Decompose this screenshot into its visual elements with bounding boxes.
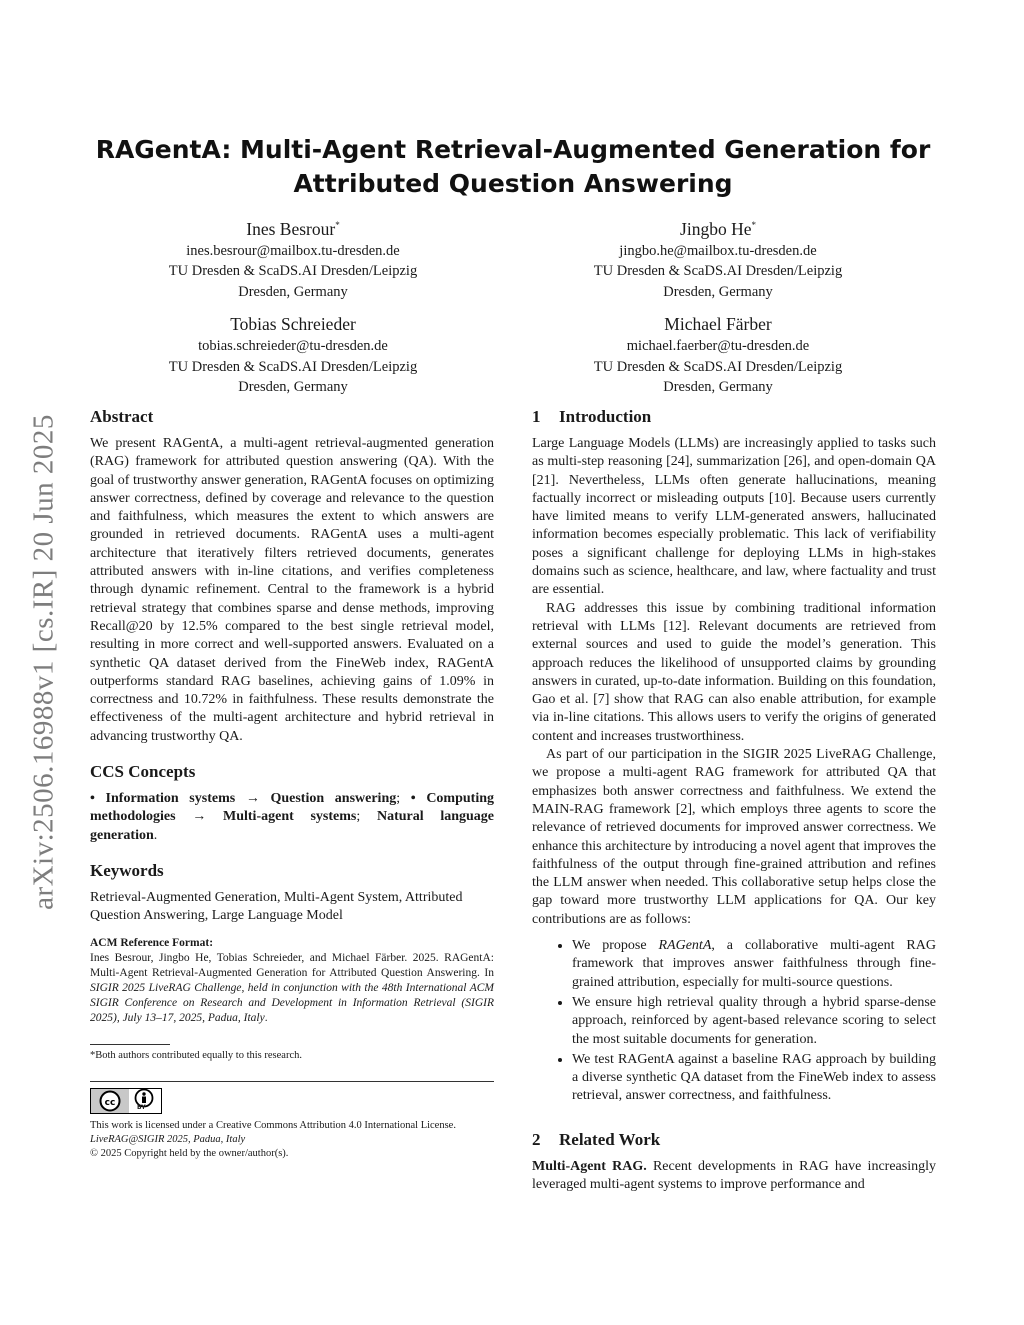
list-item: • We propose RAGentA, a collaborative multi-agent RAG framework that improves answer faithfulness through fine-grained attribution, especially for multi-source questions.	[572, 937, 936, 992]
ccs-text: • Information systems → Question answering; • Computing methodologies → Multi-agent systems; Natural language generation.	[90, 791, 495, 843]
contributions-list	[532, 937, 936, 1106]
venue-line: LiveRAG@SIGIR 2025, Padua, Italy	[90, 1133, 246, 1145]
related-work-paragraph: Multi-Agent RAG. Recent developments in RAG have increasingly leveraged multi-agent systems to improve performance and	[532, 1158, 936, 1192]
footnote-divider	[90, 1044, 170, 1045]
keywords-text: Retrieval-Augmented Generation, Multi-Agent System, Attributed Question Answering, Large Language Model	[90, 889, 463, 924]
author-block	[528, 213, 908, 302]
author-block	[103, 213, 483, 302]
intro-paragraph: RAG addresses this issue by combining traditional information retrieval with LLMs [12]. Relevant documents are retrieved from external sources and used to guide the model’s generation. This approach reduces the likelihood of unsupported claims by grounding answers in curated, up-to-date information. Building on this foundation, Gao et al. [7] show that RAG can also enable attribution, for example via in-line citations. This allows users to verify the origins of generated content and increases trustworthiness.	[532, 600, 936, 744]
license-divider	[90, 1081, 494, 1082]
left-column	[90, 405, 494, 1161]
list-item: • We test RAGentA against a baseline RAG approach by building a diverse synthetic QA dataset from the FineWeb index to assess retrieval, answer correctness, and faithfulness.	[572, 1051, 936, 1106]
author-block	[103, 312, 483, 398]
copyright-line: © 2025 Copyright held by the owner/author(s).	[90, 1147, 289, 1159]
license-block	[90, 1119, 494, 1161]
intro-paragraph: As part of our participation in the SIGIR 2025 LiveRAG Challenge, we propose a multi-agent RAG framework for attributed QA that emphasizes both answer correctness and faithfulness. We extend the MAIN-RAG framework [2], which employs three agents to score the relevance of retrieved documents for improved answer correctness. We enhance this architecture by introducing a novel agent that improves the faithfulness of the output through fine-grained attribution and refines the LLM answer when needed. This collaborative setup helps close the gap toward more trustworthy LLM applications for QA. Our key contributions are as follows:	[532, 747, 936, 927]
footnote: *Both authors contributed equally to this research.	[90, 1049, 302, 1061]
author-location: Dresden, Germany	[238, 283, 348, 300]
author-location: Dresden, Germany	[238, 379, 348, 395]
intro-heading: 1 Introduction	[532, 407, 652, 426]
related-work-heading: 2 Related Work	[532, 1129, 661, 1149]
ccs-heading: CCS Concepts	[90, 762, 196, 782]
intro-paragraph: Large Language Models (LLMs) are increasingly applied to tasks such as multi-step reasoning [24], summarization [26], and open-domain QA [21]. Nevertheless, LLMs often generate hallucinations, meaning factually incorrect or misleading outputs [10]. Because users currently have limited means to verify LLM-generated answers, hallucinated information becomes especially problematic. This lack of verifiability poses a significant challenge for deploying LLMs in high-stakes domains such as science, healthcare, and law, where factuality and trust are essential.	[532, 436, 936, 598]
author-name: Ines Besrour*	[246, 218, 340, 239]
cc-icon	[98, 1090, 122, 1112]
author-email[interactable]: michael.faerber@tu-dresden.de	[626, 338, 810, 354]
author-block	[528, 312, 908, 398]
arxiv-identifier: arXiv:2506.16988v1 [cs.IR] 20 Jun 2025	[27, 414, 60, 910]
author-location: Dresden, Germany	[663, 379, 773, 395]
author-location: Dresden, Germany	[663, 283, 773, 300]
author-name: Michael Färber	[664, 314, 772, 334]
paper-title: RAGentA: Multi-Agent Retrieval-Augmented Generation for Attributed Question Answering	[95, 135, 931, 198]
abstract-heading: Abstract	[90, 407, 154, 426]
author-affiliation: TU Dresden & ScaDS.AI Dresden/Leipzig	[593, 263, 843, 280]
acm-reference	[90, 936, 494, 1026]
right-column	[532, 405, 936, 1194]
license-statement: This work is licensed under a Creative Commons Attribution 4.0 International License.	[90, 1119, 456, 1131]
author-name: Tobias Schreieder	[230, 314, 356, 334]
author-email[interactable]: tobias.schreieder@tu-dresden.de	[198, 338, 388, 354]
keywords-heading: Keywords	[90, 860, 164, 880]
badge-by-label: BY	[137, 1103, 146, 1111]
author-affiliation: TU Dresden & ScaDS.AI Dresden/Leipzig	[168, 263, 418, 280]
author-affiliation: TU Dresden & ScaDS.AI Dresden/Leipzig	[593, 358, 843, 375]
author-email[interactable]: ines.besrour@mailbox.tu-dresden.de	[186, 242, 400, 259]
cc-by-badge-icon[interactable]	[90, 1088, 162, 1114]
svg-text:cc: cc	[104, 1097, 116, 1108]
author-name: Jingbo He*	[680, 218, 756, 239]
list-item: • We ensure high retrieval quality through a hybrid sparse-dense approach, reinforced by agent-based relevance scoring to select the most suitable documents for generation.	[572, 994, 936, 1049]
author-email[interactable]: jingbo.he@mailbox.tu-dresden.de	[619, 242, 817, 259]
author-affiliation: TU Dresden & ScaDS.AI Dresden/Leipzig	[168, 358, 418, 375]
acm-reference-text: Ines Besrour, Jingbo He, Tobias Schreieder, and Michael Färber. 2025. RAGentA: Multi-Agent Retrieval-Augmented Generation for Attributed Question Answering. In SIGIR 2025 LiveRAG Challenge, held in conjunction with the 48th International ACM SIGIR Conference on Research and Development in Information Retrieval (SIGIR 2025), July 13–17, 2025, Padua, Italy.	[90, 951, 494, 1024]
abstract-text: We present RAGentA, a multi-agent retrieval-augmented generation (RAG) framework for attributed question answering (QA). With the goal of trustworthy answer generation, RAGentA focuses on optimizing answer correctness, defined by coverage and relevance to the question and faithfulness, which measures the extent to which answers are grounded in retrieved documents. RAGentA uses a multi-agent architecture that iteratively filters retrieved documents, generates attributed answers with in-line citations, and verifies completeness through dynamic refinement. Central to the framework is a hybrid retrieval strategy that combines sparse and dense methods, improving Recall@20 by 12.5% compared to the best single retrieval model, resulting in more correct and well-supported answers. Evaluated on a synthetic QA dataset derived from the FineWeb index, RAGentA outperforms standard RAG baselines, achieving gains of 1.09% in correctness and 10.72% in faithfulness. These results demonstrate the effectiveness of the multi-agent architecture and hybrid retrieval in advancing trustworthy QA.	[90, 436, 494, 744]
acm-reference-label: ACM Reference Format:	[90, 936, 214, 949]
